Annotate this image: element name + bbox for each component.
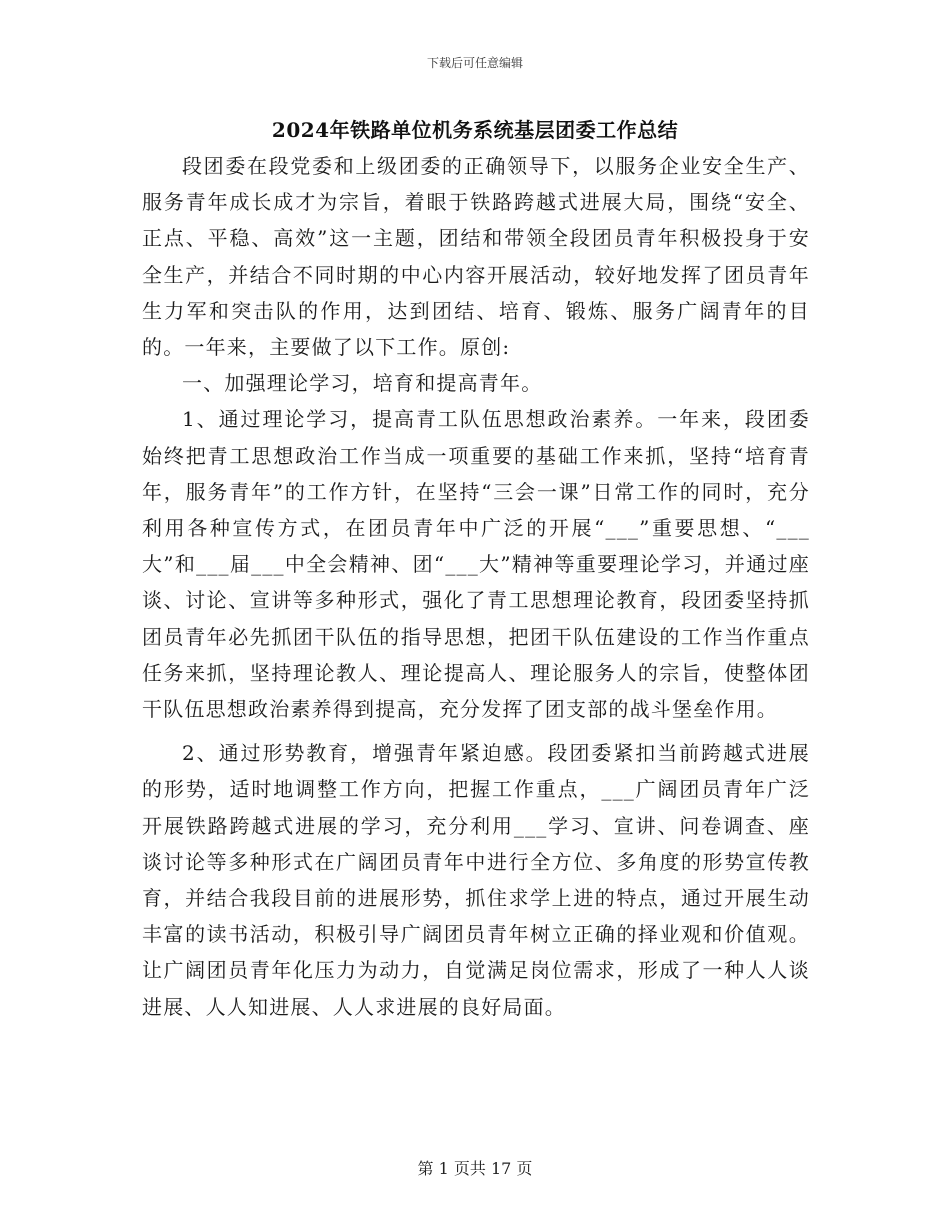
page-footer: 第 1 页共 17 页 [417, 1159, 533, 1178]
document-title: 2024年铁路单位机务系统基层团委工作总结 [271, 118, 679, 142]
paragraph-item-1: 1、通过理论学习，提高青工队伍思想政治素养。一年来，段团委始终把青工思想政治工作当成一项重要的基础工作来抓，坚持“培育青年，服务青年”的工作方针，在坚持“三会一课”日常工作的同时，充分利用各种宣传方式，在团员青年中广泛的开展“___”重要思想、“___大”和___届___中全会精神、团“___大”精神等重要理论学习，并通过座谈、讨论、宣讲等多种形式，强化了青工思想理论教育，段团委坚持抓团员青年必先抓团干队伍的指导思想，把团干队伍建设的工作当作重点任务来抓，坚持理论教人、理论提高人、理论服务人的宗旨，使整体团干队伍思想政治素养得到提高，充分发挥了团支部的战斗堡垒作用。 [142, 407, 810, 722]
header-note: 下载后可任意编辑 [426, 56, 523, 70]
document-body [142, 148, 810, 1025]
paragraph-intro: 段团委在段党委和上级团委的正确领导下，以服务企业安全生产、服务青年成长成才为宗旨，着眼于铁路跨越式进展大局，围绕“安全、正点、平稳、高效”这一主题，团结和带领全段团员青年积极投身于安全生产，并结合不同时期的中心内容开展活动，较好地发挥了团员青年生力军和突击队的作用，达到团结、培育、锻炼、服务广阔青年的目的。一年来，主要做了以下工作。原创: [142, 154, 810, 360]
paragraph-section-heading: 一、加强理论学习，培育和提高青年。 [182, 371, 543, 396]
paragraph-item-2: 2、通过形势教育，增强青年紧迫感。段团委紧扣当前跨越式进展的形势，适时地调整工作方向，把握工作重点，___广阔团员青年广泛开展铁路跨越式进展的学习，充分利用___学习、宣讲、问卷调查、座谈讨论等多种形式在广阔团员青年中进行全方位、多角度的形势宣传教育，并结合我段目前的进展形势，抓住求学上进的特点，通过开展生动丰富的读书活动，积极引导广阔团员青年树立正确的择业观和价值观。让广阔团员青年化压力为动力，自觉满足岗位需求，形成了一种人人谈进展、人人知进展、人人求进展的良好局面。 [142, 741, 810, 1019]
